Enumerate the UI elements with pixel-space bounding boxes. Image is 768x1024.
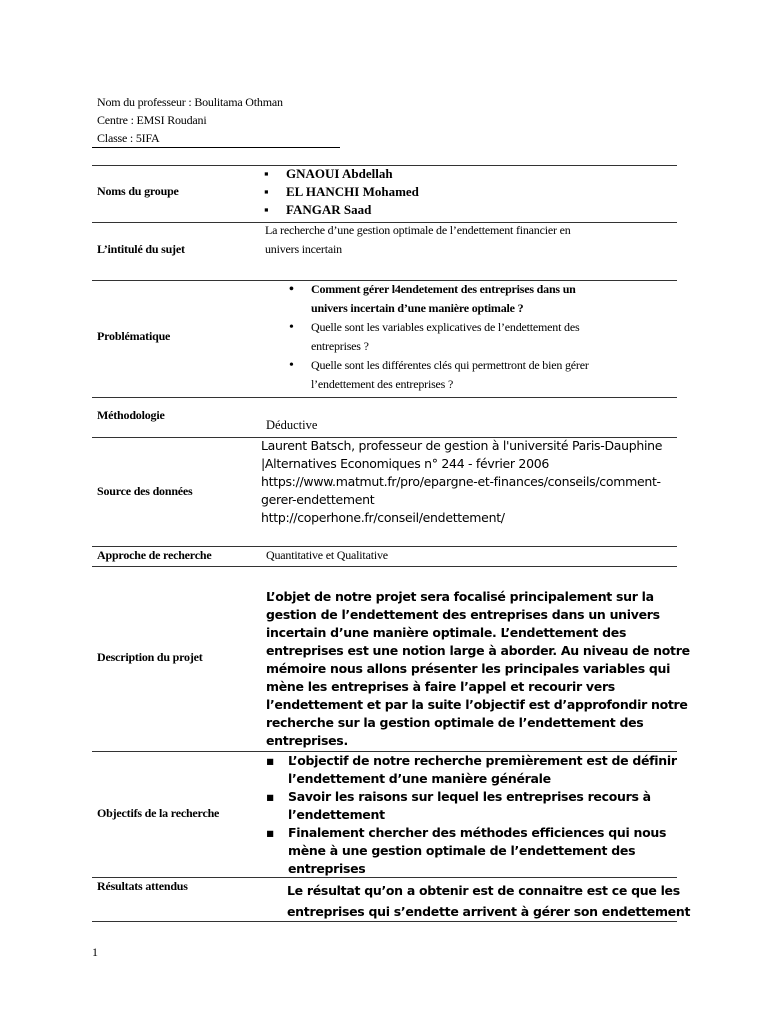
source-value: Laurent Batsch, professeur de gestion à l'université Paris-Dauphine |Alternatives Economiques n° 244 - février 2006 https://www.matmut.fr/pro/epargne-et-finances/conseils/comment- gerer-endettement http://coperhone.fr/conseil/endettement/ [261, 438, 663, 525]
list-item: ▪ L’objectif de notre recherche premièrement est de définir l’endettement d’une manière générale [264, 752, 676, 788]
description-label: Description du projet [97, 650, 203, 664]
description-value: L’objet de notre projet sera focalisé principalement sur la gestion de l’endettement des entreprises dans un univers incertain d’une manière optimale. L’endettement des entreprises est une notion large à aborder. Au niveau de notre mémoire nous allons présenter les principales variables qui mène les entreprises à faire l’appel et recourir vers l’endettement et par la suite l’objectif est d’approfondir notre recherche sur la gestion optimale de l’endettement des entreprises. [266, 589, 690, 748]
list-item: ▪ FANGAR Saad [262, 201, 419, 219]
subject-label: L’intitulé du sujet [97, 242, 185, 256]
table-divider [92, 397, 677, 398]
list-item: • Quelle sont les différentes clés qui permettront de bien gérer l’endettement des entreprises ? [287, 356, 677, 394]
document-header [97, 93, 283, 147]
subject-value: La recherche d’une gestion optimale de l’endettement financier en univers incertain [265, 223, 571, 256]
methodology-value: Déductive [266, 418, 318, 432]
results-value: Le résultat qu’on a obtenir est de connaitre est ce que les entreprises qui s’endette arrivent à gérer son endettement [287, 883, 691, 919]
class-name: Classe : 5IFA [97, 131, 160, 145]
table-divider [92, 566, 677, 567]
list-item: ▪ GNAOUI Abdellah [262, 165, 419, 183]
list-item: ▪ Finalement chercher des méthodes efficiences qui nous mène à une gestion optimale de l’endettement des entreprises [264, 824, 676, 878]
group-label: Noms du groupe [97, 184, 179, 198]
header-divider [92, 147, 340, 148]
objectives-list [264, 752, 676, 878]
centre-name: Centre : EMSI Roudani [97, 113, 207, 127]
list-item: ▪ EL HANCHI Mohamed [262, 183, 419, 201]
list-item: • Comment gérer l4endetement des entreprises dans un univers incertain d’une manière optimale ? [287, 280, 677, 318]
problem-list [287, 280, 677, 394]
group-members [262, 165, 419, 219]
objectives-label: Objectifs de la recherche [97, 806, 220, 820]
approach-value: Quantitative et Qualitative [266, 548, 388, 562]
methodology-label: Méthodologie [97, 408, 165, 422]
source-label: Source des données [97, 484, 193, 498]
list-item: • Quelle sont les variables explicatives de l’endettement des entreprises ? [287, 318, 677, 356]
problem-label: Problématique [97, 329, 171, 343]
approach-label: Approche de recherche [97, 548, 212, 562]
professor-name: Nom du professeur : Boulitama Othman [97, 95, 283, 109]
table-divider [92, 546, 677, 547]
results-label: Résultats attendus [97, 879, 188, 893]
list-item: ▪ Savoir les raisons sur lequel les entreprises recours à l’endettement [264, 788, 676, 824]
page-number: 1 [92, 945, 98, 959]
